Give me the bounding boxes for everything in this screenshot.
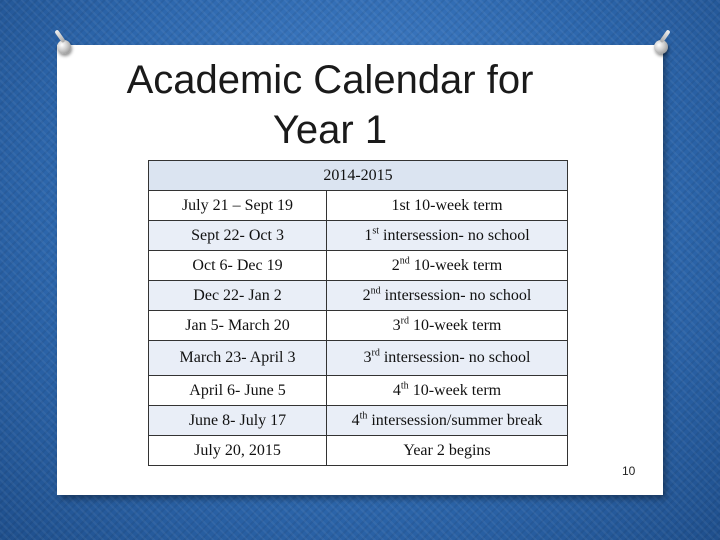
date-cell: Sept 22- Oct 3 bbox=[149, 221, 327, 251]
table-row bbox=[149, 341, 568, 376]
table-row bbox=[149, 191, 568, 221]
slide-title bbox=[80, 55, 580, 155]
date-cell: Dec 22- Jan 2 bbox=[149, 281, 327, 311]
term-cell: 2nd intersession- no school bbox=[327, 281, 568, 311]
table-row bbox=[149, 436, 568, 466]
table-row bbox=[149, 376, 568, 406]
date-cell: July 21 – Sept 19 bbox=[149, 191, 327, 221]
table-header-row bbox=[149, 161, 568, 191]
table-row bbox=[149, 406, 568, 436]
date-cell: March 23- April 3 bbox=[149, 341, 327, 376]
term-cell: 4th intersession/summer break bbox=[327, 406, 568, 436]
academic-calendar-table bbox=[148, 160, 568, 466]
date-cell: April 6- June 5 bbox=[149, 376, 327, 406]
term-cell: 4th 10-week term bbox=[327, 376, 568, 406]
table-header-year: 2014-2015 bbox=[149, 161, 568, 191]
date-cell: June 8- July 17 bbox=[149, 406, 327, 436]
date-cell: Oct 6- Dec 19 bbox=[149, 251, 327, 281]
title-line-1: Academic Calendar for bbox=[126, 58, 534, 102]
table-row bbox=[149, 221, 568, 251]
table-row bbox=[149, 311, 568, 341]
term-cell: 3rd intersession- no school bbox=[327, 341, 568, 376]
title-line-2: Year 1 bbox=[272, 108, 388, 152]
term-cell: 1st 10-week term bbox=[327, 191, 568, 221]
term-cell: 3rd 10-week term bbox=[327, 311, 568, 341]
term-cell: 1st intersession- no school bbox=[327, 221, 568, 251]
table-row bbox=[149, 281, 568, 311]
term-cell: Year 2 begins bbox=[327, 436, 568, 466]
date-cell: Jan 5- March 20 bbox=[149, 311, 327, 341]
date-cell: July 20, 2015 bbox=[149, 436, 327, 466]
pushpin-icon bbox=[654, 40, 668, 54]
table-row bbox=[149, 251, 568, 281]
pushpin-icon bbox=[57, 40, 71, 54]
page-number: 10 bbox=[622, 464, 636, 478]
term-cell: 2nd 10-week term bbox=[327, 251, 568, 281]
